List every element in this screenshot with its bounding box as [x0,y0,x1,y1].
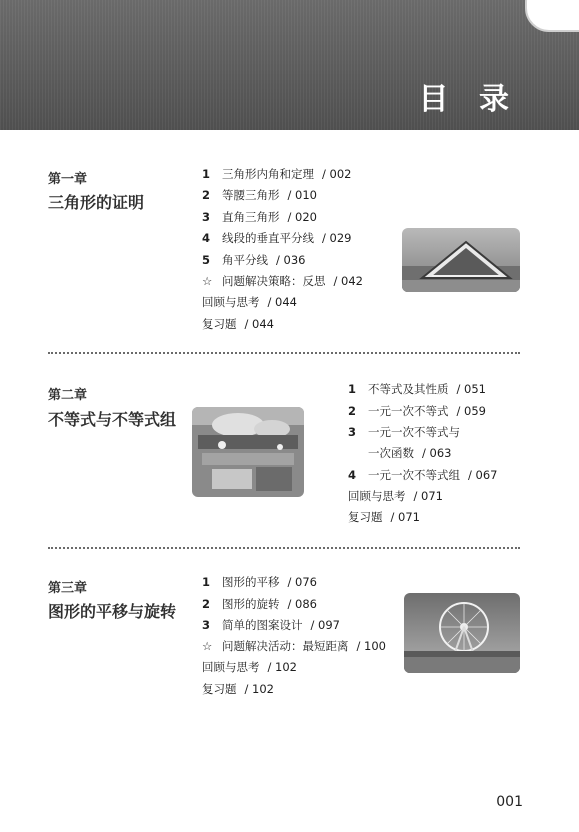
section-divider [48,352,520,354]
toc-item[interactable]: 2 一元一次不等式 / 059 [348,404,486,418]
ferris-wheel-photo [404,593,520,673]
section-divider [48,547,520,549]
toc-item[interactable]: 1 不等式及其性质 / 051 [348,382,486,396]
toc-item[interactable]: 复习题 / 071 [348,510,420,524]
toc-item[interactable]: 2 等腰三角形 / 010 [202,188,317,202]
page-title: 目 录 [418,82,519,117]
toc-item[interactable]: 回顾与思考 / 044 [202,295,297,309]
toc-item[interactable]: 回顾与思考 / 102 [202,660,297,674]
chapter-2-number: 第二章 [48,388,88,403]
toc-item[interactable]: 1 图形的平移 / 076 [202,575,317,589]
toc-item[interactable]: 4 一元一次不等式组 / 067 [348,468,498,482]
toc-item[interactable]: 4 线段的垂直平分线 / 029 [202,231,352,245]
header-banner [0,0,579,130]
toc-item[interactable]: 3 一元一次不等式与 [348,425,460,439]
chapter-1-number: 第一章 [48,172,88,187]
scene-photo [192,407,304,497]
toc-item[interactable]: 复习题 / 102 [202,682,274,696]
toc-item[interactable]: 复习题 / 044 [202,317,274,331]
toc-item[interactable]: 3 直角三角形 / 020 [202,210,317,224]
toc-item[interactable]: 2 图形的旋转 / 086 [202,597,317,611]
chapter-1-title: 三角形的证明 [48,193,145,212]
chapter-3-number: 第三章 [48,581,88,596]
toc-item[interactable]: 回顾与思考 / 071 [348,489,443,503]
toc-item[interactable]: 一次函数 / 063 [368,446,452,460]
toc-item[interactable]: 3 简单的图案设计 / 097 [202,618,340,632]
chapter-3-title: 图形的平移与旋转 [48,602,177,621]
page-number: 001 [496,794,523,810]
toc-item[interactable]: ☆ 问题解决策略：反思 / 042 [202,274,363,288]
roof-photo [402,228,520,292]
toc-item[interactable]: 1 三角形内角和定理 / 002 [202,167,352,181]
chapter-2-title: 不等式与不等式组 [48,410,177,429]
toc-item[interactable]: 5 角平分线 / 036 [202,253,306,267]
toc-item[interactable]: ☆ 问题解决活动：最短距离 / 100 [202,639,386,653]
